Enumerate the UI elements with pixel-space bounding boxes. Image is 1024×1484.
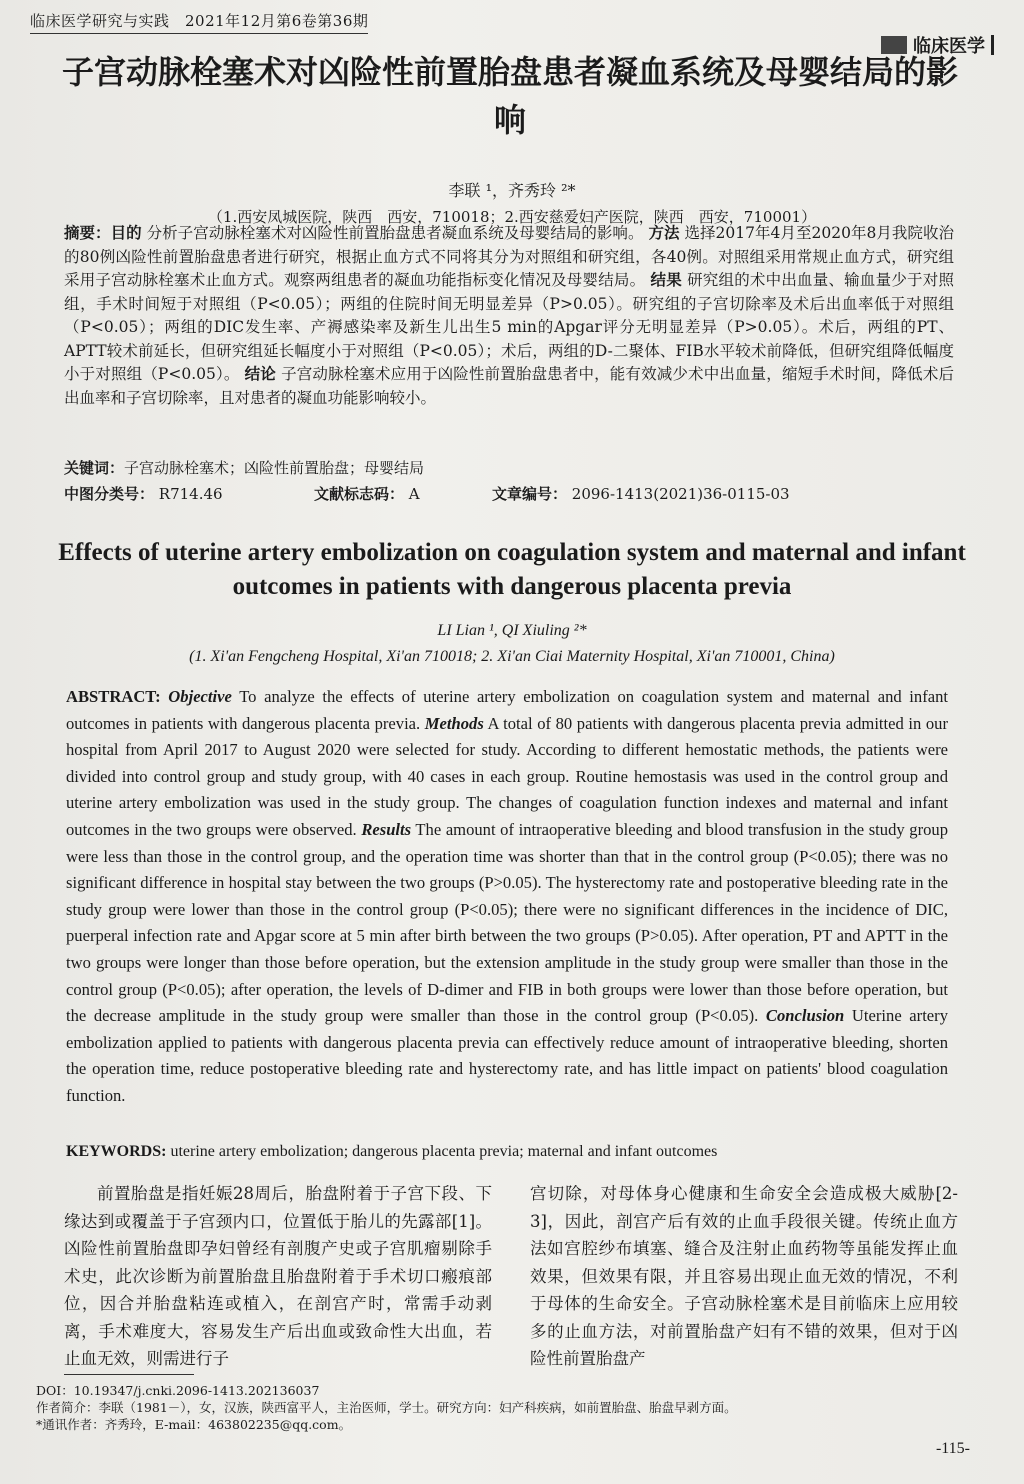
abstract-en-methods: A total of 80 patients with dangerous placenta previa admitted in our hospital from April 2017 to August 2020 were selected for study. According to different hemostatic methods, the patients were divided into control group and study group, with 40 cases in each group. Routine hemostasis was used in the control group and uterine artery embolization was used in the study group. The changes of coagulation function indexes and maternal and infant outcomes in the two groups were observed. — [66, 713, 949, 839]
abstract-en-methods-label: Methods — [424, 713, 484, 733]
abstract-cn-label: 摘要： — [64, 224, 111, 242]
abstract-en-label: ABSTRACT: — [66, 687, 161, 706]
section-tag-label: 临床医学 — [913, 36, 985, 57]
abstract-cn-methods-label: 方法 — [648, 224, 680, 242]
abstract-cn-methods: 选择2017年4月至2020年8月我院收治的80例凶险性前置胎盘患者进行研究，根据止血方式不同将其分为对照组和研究组，各40例。对照组采用常规止血方式，研究组采用子宫动脉栓塞术止血方式。观察两组患者的凝血功能指标变化情况及母婴结局。 — [64, 224, 954, 289]
footnotes — [36, 1382, 976, 1433]
article-number-value: 2096-1413(2021)36-0115-03 — [571, 485, 790, 503]
footnote-doi: DOI：10.19347/j.cnki.2096-1413.202136037 — [36, 1383, 320, 1398]
abstract-cn-results: 研究组的术中出血量、输血量少于对照组，手术时间短于对照组（P<0.05）；两组的住院时间无明显差异（P>0.05）。研究组的子宫切除率及术后出血率低于对照组（P<0.05）；两组的DIC发生率、产褥感染率及新生儿出生5 min的Apgar评分无明显差异（P>0.05）。术后，两组的PT、APTT较术前延长，但研究组延长幅度小于对照组（P<0.05）；术后，两组的D-二聚体、FIB水平较术前降低，但研究组降低幅度小于对照组（P<0.05）。 — [64, 271, 954, 383]
keywords-en-text: uterine artery embolization; dangerous placenta previa; maternal and infant outcomes — [170, 1143, 718, 1160]
footnote-rule — [64, 1374, 194, 1375]
authors-en: LI Lian ¹, QI Xiuling ²* — [437, 622, 587, 639]
affiliation-en: (1. Xi'an Fengcheng Hospital, Xi'an 710018; 2. Xi'an Ciai Maternity Hospital, Xi'an 710001, China) — [189, 648, 835, 665]
footnote-author: 作者简介：李联（1981－），女，汉族，陕西富平人，主治医师，学士。研究方向：妇产科疾病，如前置胎盘、胎盘早剥方面。 — [36, 1400, 737, 1415]
abstract-en-conclusion-label: Conclusion — [765, 1006, 845, 1026]
abstract-en-results: The amount of intraoperative bleeding and blood transfusion in the study group were less than those in the control group, and the operation time was shorter than that in the control group (P<0.05); there was no significant difference in hospital stay between the two groups (P>0.05). The hysterectomy rate and postoperative bleeding rate in the study group were lower than those in the control group (P<0.05); there were no significant differences in the incidence of DIC, puerperal infection rate and Apgar score at 5 min after birth between the two groups (P>0.05). After operation, PT and APTT in the two groups were longer than those before operation, but the extension amplitude in the study group were smaller than those in the control group (P<0.05); after operation, the levels of D-dimer and FIB in both groups were lower than those before operation, but the decrease amplitude in the study group were smaller than those in the control group (P<0.05). — [66, 819, 948, 1026]
running-head: 临床医学研究与实践 2021年12月第6卷第36期 — [30, 10, 368, 34]
abstract-en-objective-label: Objective — [168, 687, 232, 706]
abstract-cn-objective: 分析子宫动脉栓塞术对凶险性前置胎盘患者凝血系统及母婴结局的影响。 — [146, 224, 644, 242]
abstract-en-conclusion: Uterine artery embolization applied to patients with dangerous placenta previa can effectively reduce amount of intraoperative bleeding, shorten the operation time, reduce postoperative bleeding rate and hysterectomy rate, and has little impact on patients' blood coagulation function. — [66, 1006, 948, 1105]
article-number-label: 文章编号： — [492, 485, 568, 503]
keywords-en-label: KEYWORDS: — [66, 1143, 167, 1160]
classification-row — [64, 482, 954, 506]
clc-value: R714.46 — [158, 485, 223, 503]
title-en: Effects of uterine artery embolization on coagulation system and maternal and infant outcomes in patients with dangerous placenta previa — [58, 539, 966, 600]
affiliation-cn: （1.西安凤城医院，陕西 西安，710018；2.西安慈爱妇产医院，陕西 西安，710001） — [207, 208, 817, 226]
article-number — [492, 482, 790, 506]
abstract-en — [66, 684, 948, 1110]
clc-number — [64, 482, 314, 506]
abstract-cn-results-label: 结果 — [650, 271, 682, 289]
abstract-cn-objective-label: 目的 — [110, 224, 142, 242]
body-column-left: 前置胎盘是指妊娠28周后，胎盘附着于子宫下段、下缘达到或覆盖于子宫颈内口，位置低于胎儿的先露部[1]。凶险性前置胎盘即孕妇曾经有剖腹产史或子宫肌瘤剔除手术史，此次诊断为前置胎盘且胎盘附着于手术切口瘢痕部位，因合并胎盘粘连或植入，在剖宫产时，常需手动剥离，手术难度大，容易发生产后出血或致命性大出血，若止血无效，则需进行子 — [64, 1184, 492, 1368]
clc-label: 中图分类号： — [64, 485, 155, 503]
abstract-cn — [64, 222, 954, 410]
keywords-cn-text: 子宫动脉栓塞术；凶险性前置胎盘；母婴结局 — [124, 459, 425, 477]
keywords-cn-label: 关键词： — [64, 459, 125, 477]
abstract-en-objective: To analyze the effects of uterine artery embolization on coagulation system and maternal and infant outcomes in patients with dangerous placenta previa. — [66, 687, 948, 733]
document-code — [314, 482, 492, 506]
body-column-right: 宫切除，对母体身心健康和生命安全会造成极大威胁[2-3]，因此，剖宫产后有效的止血手段很关键。传统止血方法如宫腔纱布填塞、缝合及注射止血药物等虽能发挥止血效果，但效果有限，并且容易出现止血无效的情况，不利于母体的生命安全。子宫动脉栓塞术是目前临床上应用较多的止血方法，对前置胎盘产妇有不错的效果，但对于凶险性前置胎盘产 — [530, 1184, 958, 1368]
abstract-en-results-label: Results — [361, 819, 412, 839]
abstract-cn-conclusion-label: 结论 — [244, 365, 276, 383]
doc-code-value: A — [408, 485, 420, 503]
footnote-corresponding: *通讯作者：齐秀玲，E-mail：463802235@qq.com。 — [36, 1417, 352, 1432]
title-cn: 子宫动脉栓塞术对凶险性前置胎盘患者凝血系统及母婴结局的影响 — [61, 53, 958, 139]
keywords-en — [66, 1140, 948, 1164]
keywords-cn — [64, 456, 954, 480]
doc-code-label: 文献标志码： — [314, 485, 405, 503]
section-tag-bar — [991, 35, 994, 55]
page-number: -115- — [935, 1440, 970, 1457]
abstract-cn-conclusion: 子宫动脉栓塞术应用于凶险性前置胎盘患者中，能有效减少术中出血量，缩短手术时间，降低术后出血率和子宫切除率，且对患者的凝血功能影响较小。 — [64, 365, 954, 407]
authors-cn: 李联 ¹，齐秀玲 ²* — [448, 181, 576, 200]
